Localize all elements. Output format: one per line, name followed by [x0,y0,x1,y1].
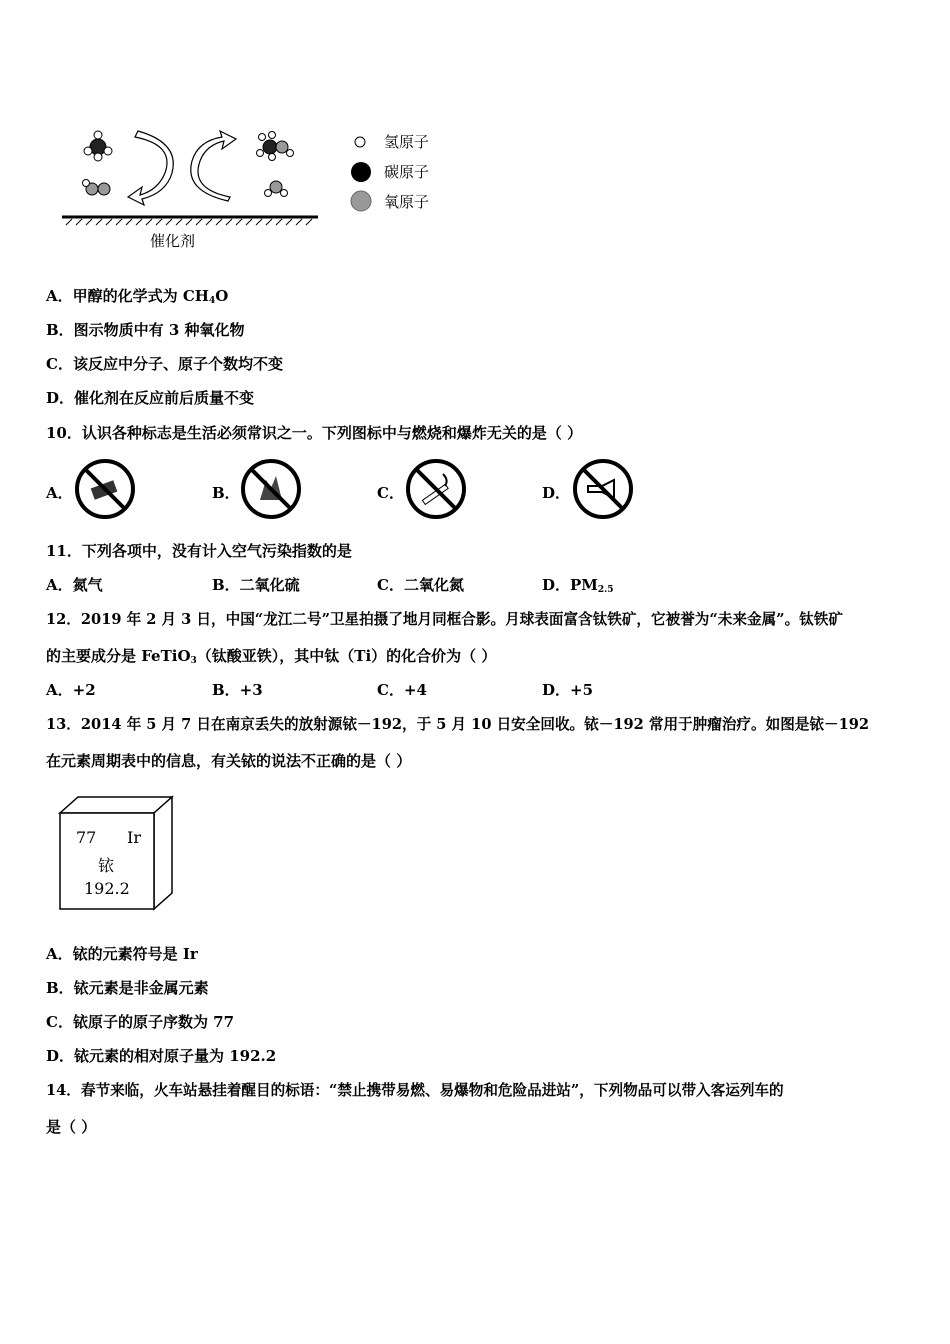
q13-line-1: 13．2014 年 5 月 7 日在南京丢失的放射源铱－192，于 5 月 10 日安全回收。铱－192 常用于肿瘤治疗。如图是铱－192 [46,716,870,733]
q12-line-1: 12．2019 年 2 月 3 日，中国“龙江二号”卫星拍摄了地月同框合影。月球表面富含钛铁矿，它被誉为“未来金属”。钛铁矿 [46,611,843,628]
q12-option-d: D．+5 [542,681,594,699]
q11-option-a: A．氮气 [46,576,103,594]
element-name: 铱 [98,856,115,875]
element-mass: 192.2 [84,879,130,898]
molecule-top-right [257,132,294,161]
q9-option-d: D．催化剂在反应前后质量不变 [46,389,255,407]
q11-option-c: C．二氧化氮 [377,576,464,594]
q13-option-b: B．铱元素是非金属元素 [46,979,209,997]
q14-line-1: 14．春节来临，火车站悬挂着醒目的标语：“禁止携带易燃、易爆物和危险品进站”，下列物品可以带入客运列车的 [46,1082,784,1099]
no-fireworks-sign-icon [74,458,136,520]
catalyst-label: 催化剂 [150,232,196,250]
reaction-diagram [60,125,330,235]
q11-option-d: D．$PM_{2.5}$ [542,576,614,595]
no-horn-sign-icon [572,458,634,520]
legend-hydrogen-icon [352,134,368,150]
q13-option-a: A．铱的元素符号是 Ir [46,945,198,963]
arrow-down-icon [128,131,173,205]
molecule-bottom-left [83,180,111,196]
q10-stem: 10．认识各种标志是生活必须常识之一。下列图标中与燃烧和爆炸无关的是（ ） [46,424,583,442]
legend-carbon: 碳原子 [384,163,430,181]
q10-label-a: A． [46,484,73,502]
q12-option-c: C．+4 [377,681,427,699]
legend-oxygen-icon [350,190,372,212]
no-explosives-sign-icon [240,458,302,520]
q12-line-2: 的主要成分是 FeTiO$_3$（钛酸亚铁），其中钛（Ti）的化合价为（ ） [46,647,497,666]
q12-option-a: A．+2 [46,681,96,699]
q10-label-c: C． [377,484,404,502]
q10-label-d: D． [542,484,571,502]
q9-option-c: C．该反应中分子、原子个数均不变 [46,355,283,373]
legend-carbon-icon [350,161,372,183]
q14-line-2: 是（ ） [46,1118,97,1136]
q13-line-2: 在元素周期表中的信息，有关铱的说法不正确的是（ ） [46,752,412,770]
legend-hydrogen: 氢原子 [384,133,430,151]
legend-oxygen: 氧原子 [384,193,430,211]
no-smoking-sign-icon [405,458,467,520]
q11-option-b: B．二氧化硫 [212,576,300,594]
element-symbol: Ir [127,828,141,847]
element-number: 77 [76,828,97,847]
q12-option-b: B．+3 [212,681,263,699]
q10-label-b: B． [212,484,240,502]
q13-option-d: D．铱元素的相对原子量为 192.2 [46,1047,277,1065]
molecule-bottom-right [265,181,288,197]
q9-option-a: A．甲醇的化学式为 $CH_4O$ [46,287,229,306]
q9-option-b: B．图示物质中有 3 种氧化物 [46,321,245,339]
molecule-top-left [84,131,112,161]
arrow-up-icon [191,131,236,201]
q11-stem: 11．下列各项中，没有计入空气污染指数的是 [46,542,352,560]
q13-option-c: C．铱原子的原子序数为 77 [46,1013,235,1031]
